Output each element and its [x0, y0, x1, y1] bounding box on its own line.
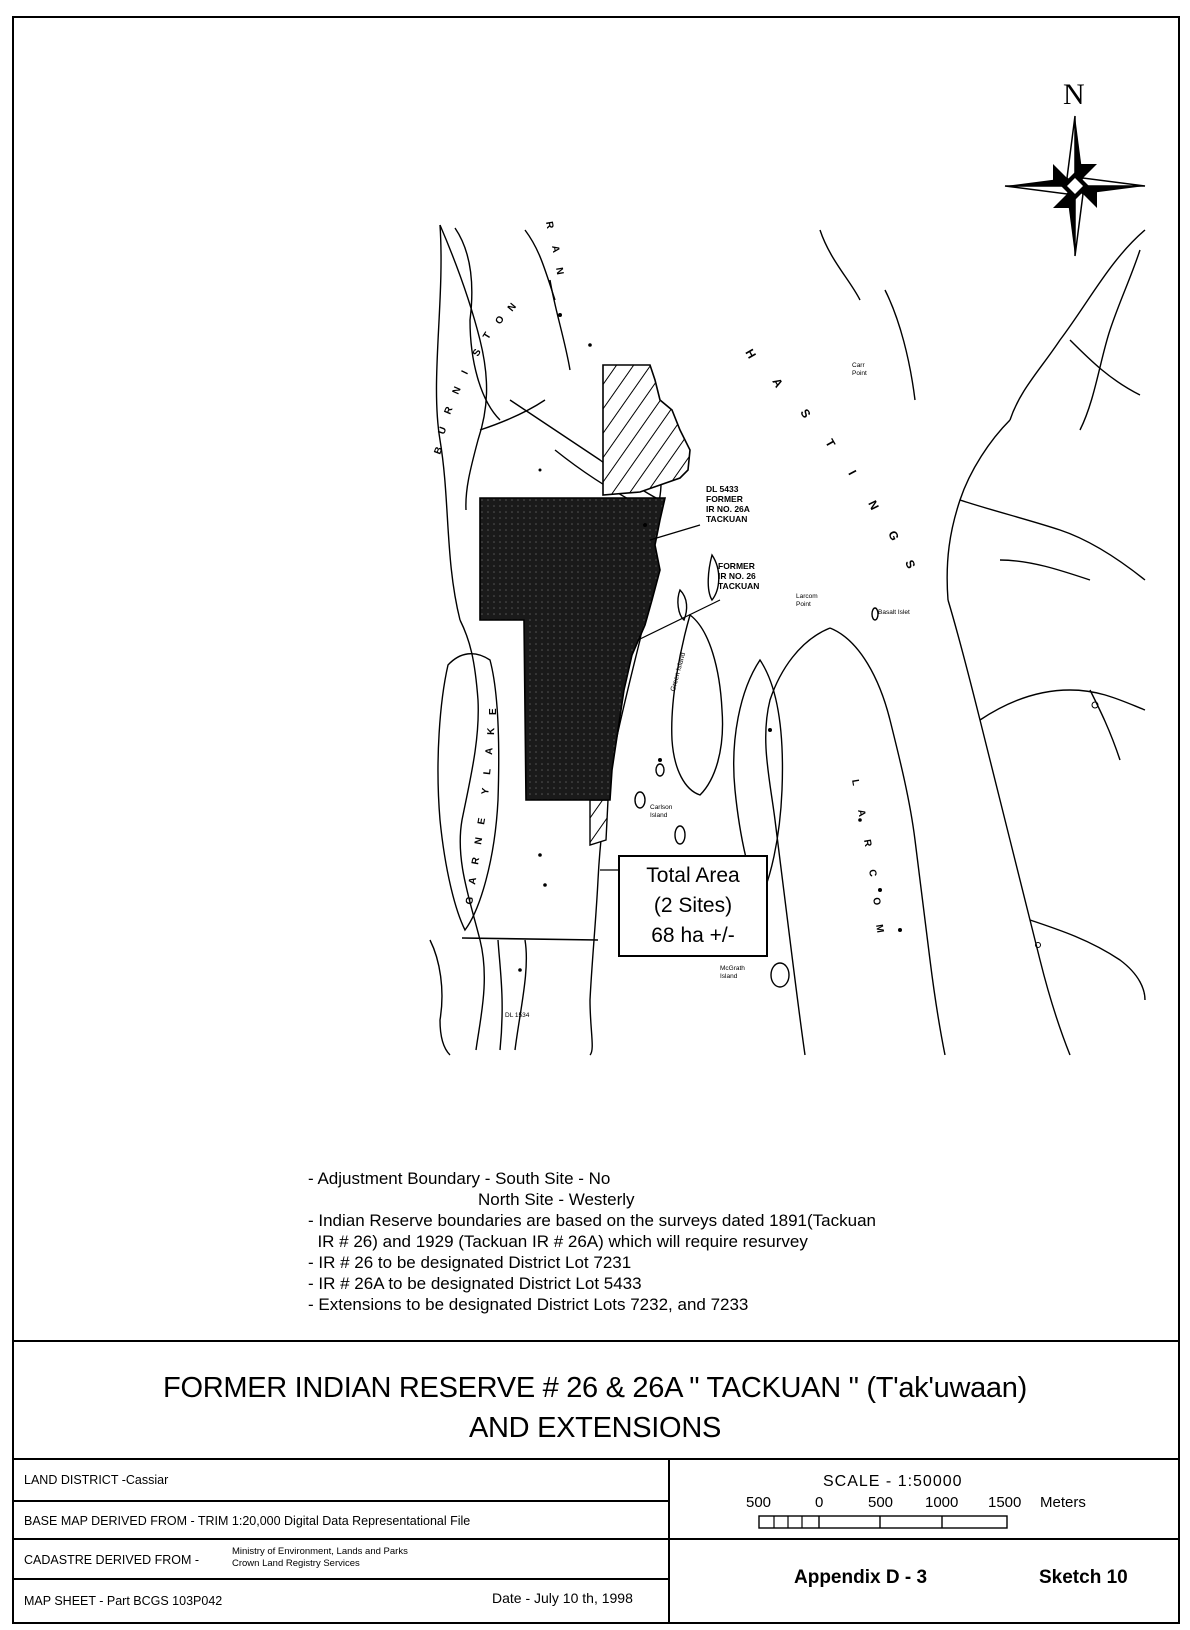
note-line: - Extensions to be designated District Lots 7232, and 7233 — [308, 1295, 749, 1314]
burniston-letter: S — [470, 347, 484, 359]
hastings-letter: T — [822, 436, 839, 450]
south-extension-hatch — [590, 800, 608, 845]
scale-tick-label: 500 — [746, 1494, 772, 1511]
callout-line: IR NO. 26A — [706, 504, 750, 514]
label-line: Island — [720, 973, 738, 980]
base-map-source: BASE MAP DERIVED FROM - TRIM 1:20,000 Digital Data Representational File — [24, 1514, 471, 1528]
label-line: Larcom — [796, 593, 818, 600]
hastings-letter: S — [902, 557, 919, 571]
mcgrath-island-label — [720, 965, 745, 981]
land-district: LAND DISTRICT -Cassiar — [24, 1473, 169, 1487]
note-line: - IR # 26 to be designated District Lot 7231 — [308, 1253, 632, 1272]
hastings-letter: S — [797, 406, 814, 421]
burniston-letter: T — [481, 330, 494, 342]
garney-lake-letter: G — [464, 895, 477, 906]
total-area-line: (2 Sites) — [653, 894, 733, 917]
carr-point-label — [852, 362, 867, 378]
callout-line: DL 5433 — [706, 484, 739, 494]
label-line: Carlson — [650, 804, 673, 811]
callout-dl5433 — [706, 484, 750, 524]
scale-bar — [758, 1515, 1018, 1531]
note-line: - Indian Reserve boundaries are based on the surveys dated 1891(Tackuan — [308, 1211, 876, 1230]
callout-line: FORMER — [706, 494, 743, 504]
note-line: - IR # 26A to be designated District Lot 5433 — [308, 1274, 642, 1293]
hastings-letter: H — [742, 346, 759, 362]
range-letter: A — [549, 244, 562, 254]
label-line: Carr — [852, 362, 865, 369]
north-label: N — [1063, 78, 1085, 111]
note-line: IR # 26) and 1929 (Tackuan IR # 26A) which will require resurvey — [308, 1232, 808, 1251]
burniston-letter: U — [436, 425, 450, 437]
burniston-letter: B — [432, 445, 446, 457]
info-divider — [668, 1458, 670, 1624]
hastings-letter: G — [885, 528, 902, 543]
burniston-letter: R — [442, 405, 456, 417]
label-line: Island — [650, 812, 668, 819]
garney-lake-letter: K — [486, 727, 498, 736]
cadastre-label: CADASTRE DERIVED FROM - — [24, 1553, 200, 1567]
larcom-letter: A — [855, 808, 868, 818]
callout-line: IR NO. 26 — [718, 571, 756, 581]
hastings-letter: A — [769, 375, 786, 391]
garney-lake-letter: Y — [480, 787, 492, 796]
label-line: Point — [796, 601, 811, 608]
total-area-box — [618, 855, 768, 957]
carlson-island-label — [650, 804, 672, 820]
hastings-letter: N — [865, 498, 882, 513]
note-line: - Adjustment Boundary - South Site - No — [308, 1169, 611, 1188]
larcom-point-label — [796, 593, 818, 609]
callout-line: FORMER — [718, 561, 755, 571]
basalt-islet-label: Basalt Islet — [878, 609, 910, 616]
label-line: McGrath — [720, 965, 745, 972]
larcom-letter: O — [870, 896, 883, 907]
hastings-letter: I — [845, 467, 860, 478]
callout-ir26 — [718, 561, 759, 591]
scale-tick-label: 500 — [868, 1494, 894, 1511]
range-letter: R — [543, 220, 556, 230]
map-title — [40, 1368, 1150, 1448]
garney-lake-letter: A — [484, 747, 496, 756]
total-area-line: Total Area — [646, 864, 740, 887]
notes-list — [308, 1168, 876, 1315]
range-letter: N — [553, 266, 566, 276]
burniston-letter: I — [459, 368, 471, 377]
note-line: North Site - Westerly — [308, 1190, 635, 1209]
callout-line: TACKUAN — [706, 514, 748, 524]
garney-lake-letter: N — [473, 836, 486, 846]
dl-1534-label: DL 1534 — [505, 1012, 530, 1019]
info-row-line — [668, 1538, 1180, 1540]
burniston-letter: N — [505, 301, 519, 314]
callout-line: TACKUAN — [718, 581, 760, 591]
garney-lake-letter: E — [476, 817, 489, 826]
scale-label: SCALE - 1:50000 — [823, 1473, 963, 1490]
garney-lake-letter: R — [470, 856, 483, 866]
larcom-letter: R — [861, 838, 874, 848]
cadastre-line: Ministry of Environment, Lands and Parks — [232, 1546, 408, 1557]
cadastre-source — [232, 1546, 408, 1570]
scale-tick-label: 1500 — [988, 1494, 1022, 1511]
map-sheet-ref: MAP SHEET - Part BCGS 103P042 — [24, 1594, 223, 1608]
appendix-label: Appendix D - 3 — [794, 1567, 928, 1588]
info-row-line — [12, 1538, 669, 1540]
scale-tick-label: 0 — [815, 1494, 824, 1511]
garney-lake-letter: A — [467, 876, 480, 886]
burniston-letter: O — [493, 314, 507, 327]
burniston-letter: N — [450, 385, 464, 397]
cadastre-line: Crown Land Registry Services — [232, 1558, 360, 1569]
compass-rose-icon — [1005, 116, 1145, 256]
larcom-letter: L — [849, 778, 861, 787]
north-extension-hatch — [603, 365, 690, 495]
scale-unit: Meters — [1040, 1494, 1086, 1511]
title-line-1: FORMER INDIAN RESERVE # 26 & 26A " TACKUAN " (T'ak'uwaan) — [163, 1372, 1027, 1404]
scale-tick-label: 1000 — [925, 1494, 959, 1511]
map-date: Date - July 10 th, 1998 — [492, 1590, 633, 1606]
green-island-label: Green Island — [669, 651, 688, 693]
larcom-letter: M — [873, 923, 886, 934]
larcom-letter: C — [866, 868, 879, 878]
title-block-frame — [12, 1340, 1180, 1342]
info-row-line — [12, 1578, 669, 1580]
label-line: Point — [852, 370, 867, 377]
garney-lake-letter: L — [482, 768, 494, 776]
total-area-line: 68 ha +/- — [651, 924, 735, 947]
sketch-label: Sketch 10 — [1039, 1567, 1128, 1588]
info-row-line — [12, 1500, 669, 1502]
title-line-2: AND EXTENSIONS — [468, 1412, 721, 1444]
garney-lake-letter: E — [488, 708, 499, 715]
